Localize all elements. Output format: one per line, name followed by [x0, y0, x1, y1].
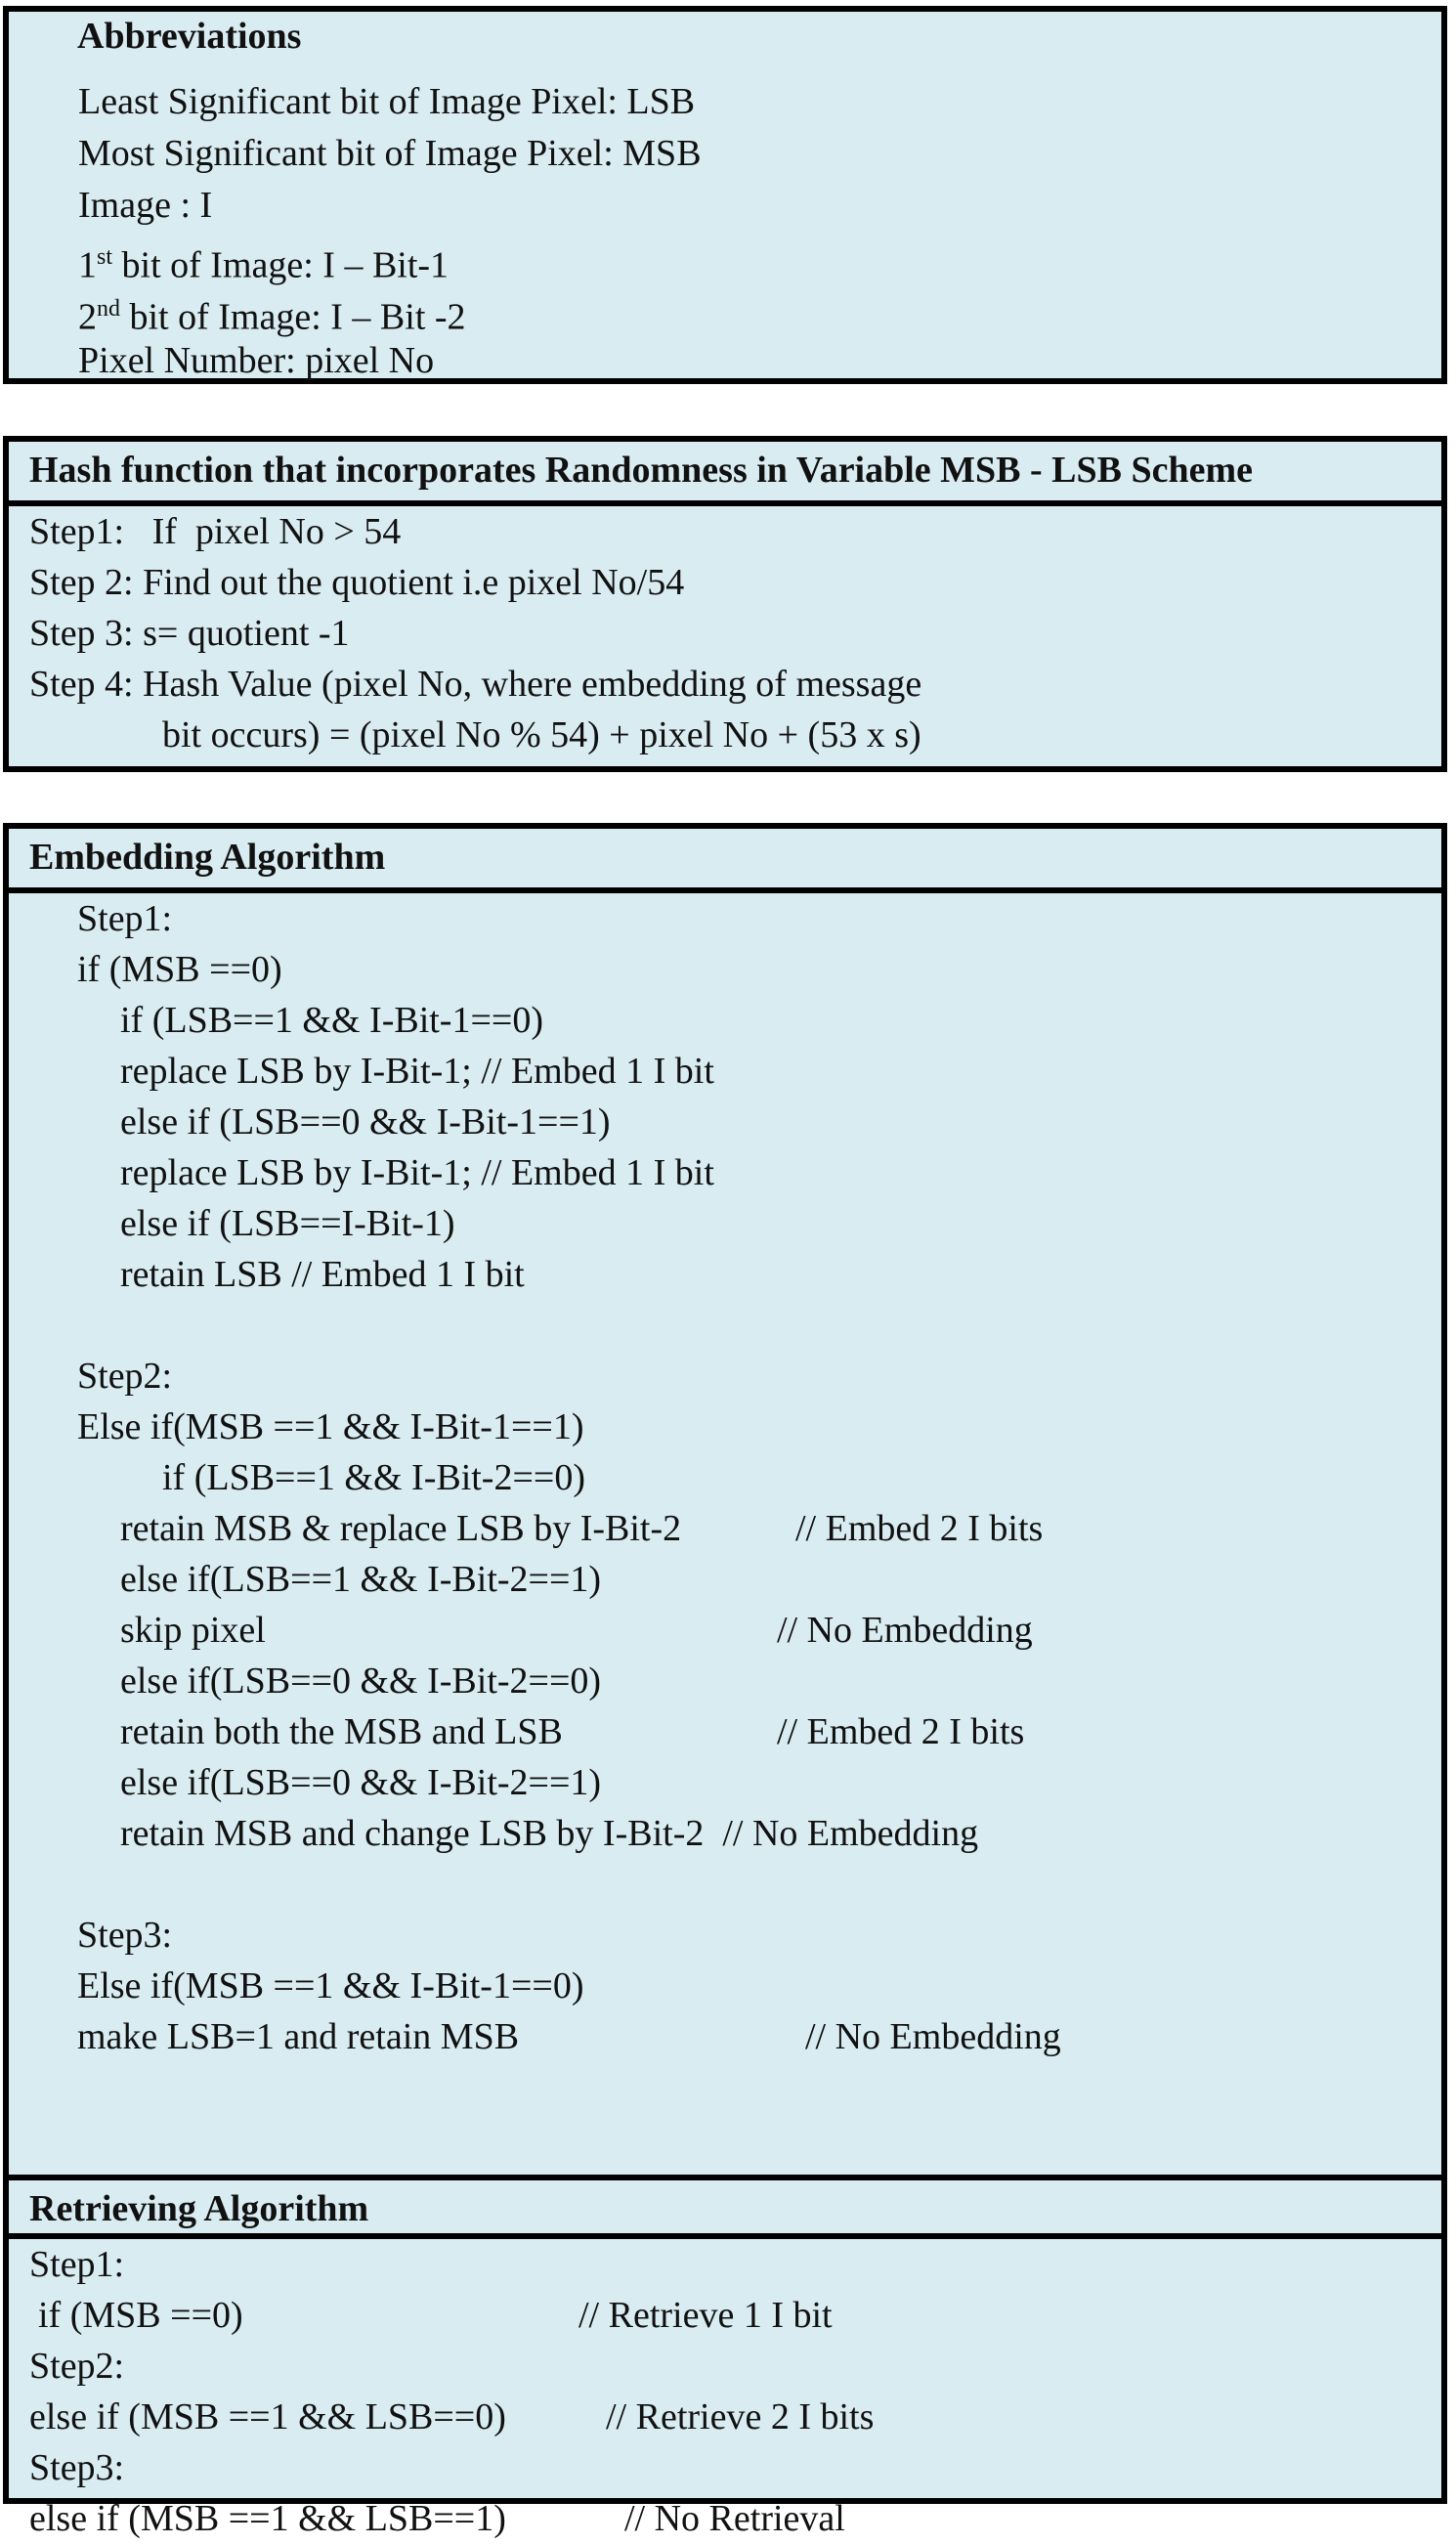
code-comment: // Retrieve 2 I bits: [606, 2396, 875, 2437]
code-line: if (LSB==1 && I-Bit-2==0): [162, 1457, 585, 1498]
embedding-algorithm-box: [3, 823, 1447, 2539]
abbreviation-bit2: 2nd bit of Image: I – Bit -2: [78, 296, 466, 338]
hash-step-2: Step 2: Find out the quotient i.e pixel No/54: [29, 562, 685, 603]
code-line: Step3:: [77, 1915, 173, 1956]
code-line: Step1:: [29, 2244, 125, 2285]
code-comment: // No Retrieval: [624, 2498, 845, 2539]
hash-step-4-cont: bit occurs) = (pixel No % 54) + pixel No + (53 x s): [162, 714, 921, 755]
retrieving-algorithm-title: Retrieving Algorithm: [9, 2175, 1441, 2239]
abbreviation-image: Image : I: [78, 185, 213, 226]
hash-function-title: Hash function that incorporates Randomness in Variable MSB - LSB Scheme: [9, 442, 1441, 506]
code-line: else if(LSB==0 && I-Bit-2==1): [120, 1762, 602, 1803]
code-line: else if(LSB==1 && I-Bit-2==1): [120, 1559, 602, 1600]
code-line: else if(LSB==0 && I-Bit-2==0): [120, 1660, 602, 1702]
hash-step-3: Step 3: s= quotient -1: [29, 613, 350, 654]
code-line: if (LSB==1 && I-Bit-1==0): [120, 1000, 543, 1041]
code-line: else if (LSB==0 && I-Bit-1==1): [120, 1101, 611, 1143]
abbreviations-title: Abbreviations: [77, 16, 302, 57]
code-line: if (MSB ==0): [77, 949, 282, 990]
code-line: retain both the MSB and LSB: [120, 1711, 563, 1752]
code-line: replace LSB by I-Bit-1; // Embed 1 I bit: [120, 1152, 714, 1193]
code-line: else if (MSB ==1 && LSB==0): [29, 2396, 506, 2437]
abbreviation-pixel-no: Pixel Number: pixel No: [78, 340, 435, 381]
code-comment: // No Embedding: [805, 2016, 1061, 2057]
abbreviation-lsb: Least Significant bit of Image Pixel: LSB: [78, 81, 696, 122]
abbreviation-msb: Most Significant bit of Image Pixel: MSB: [78, 133, 702, 174]
abbreviation-bit1: 1st bit of Image: I – Bit-1: [78, 244, 450, 286]
code-line: Step1:: [77, 898, 173, 939]
code-line: Else if(MSB ==1 && I-Bit-1==1): [77, 1406, 584, 1447]
code-line: retain MSB and change LSB by I-Bit-2 // No Embedding: [120, 1813, 979, 1854]
embedding-algorithm-title: Embedding Algorithm: [9, 829, 1441, 893]
code-comment: // Embed 2 I bits: [795, 1508, 1044, 1549]
hash-step-1: Step1: If pixel No > 54: [29, 511, 402, 552]
code-comment: // Retrieve 1 I bit: [578, 2295, 833, 2336]
code-line: retain LSB // Embed 1 I bit: [120, 1254, 525, 1295]
code-line: Step2:: [77, 1356, 173, 1397]
code-line: retain MSB & replace LSB by I-Bit-2: [120, 1508, 682, 1549]
code-line: Step2:: [29, 2346, 125, 2387]
code-line: Else if(MSB ==1 && I-Bit-1==0): [77, 1965, 584, 2006]
code-line: else if (LSB==I-Bit-1): [120, 1203, 455, 1244]
code-line: if (MSB ==0): [38, 2295, 243, 2336]
hash-step-4: Step 4: Hash Value (pixel No, where embedding of message: [29, 664, 922, 705]
code-line: Step3:: [29, 2447, 125, 2488]
code-comment: // Embed 2 I bits: [777, 1711, 1025, 1752]
code-line: replace LSB by I-Bit-1; // Embed 1 I bit: [120, 1051, 714, 1092]
code-comment: // No Embedding: [777, 1610, 1033, 1651]
code-line: make LSB=1 and retain MSB: [77, 2016, 520, 2057]
hash-function-box: [3, 436, 1447, 772]
code-line: skip pixel: [120, 1610, 266, 1651]
code-line: else if (MSB ==1 && LSB==1): [29, 2498, 506, 2539]
abbreviations-box: [3, 6, 1447, 384]
